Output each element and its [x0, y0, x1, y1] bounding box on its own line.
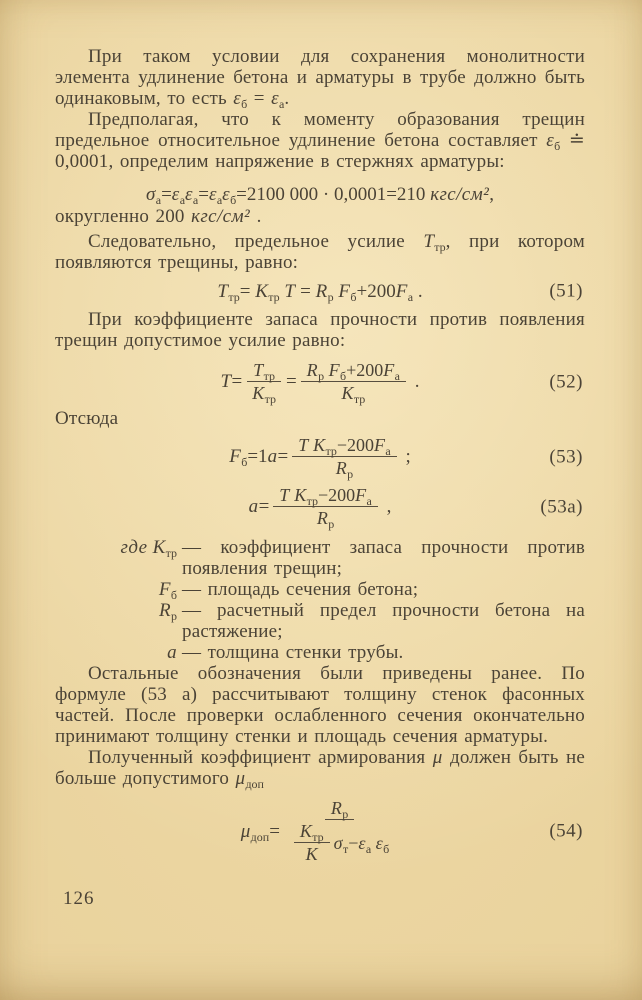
otsyuda-line: Отсюда — [55, 408, 119, 430]
equation-54 — [55, 798, 585, 864]
definition-row-fb — [85, 579, 585, 603]
symbol-definitions — [85, 537, 585, 663]
equation-54-body: $\mu_{доп}$ = $R_р$ $\frac{К_{тр}}{К}$ $\sigma_т$ − $\varepsilon_а$ $\varepsilon_б$ — [240, 798, 390, 865]
equation-52 — [55, 360, 585, 407]
equation-53a-number: (53а) — [540, 496, 583, 518]
paragraph-monolithic-condition: При таком условии для сохранения монолитности элемента удлинение бетона и арматуры в трубе должно быть одинаковым, то есть $\varepsilon_б = \varepsilon_а$. — [55, 46, 585, 111]
definition-text: — толщина стенки трубы. — [182, 642, 404, 664]
equation-53-number: (53) — [549, 446, 583, 468]
equation-51-body: $Т_{тр}$ = $К_{тр}$ Т = $R_р$ $F_б$ +200 $F_а$ . — [217, 281, 423, 305]
paragraph-crack-assumption: Предполагая, что к моменту образования трещин предельное относительное удлинение бетона составляет $\varepsilon_б$ ≐ 0,0001, определим напряжение в стержнях арматуры: — [55, 109, 585, 172]
equation-54-number: (54) — [549, 820, 583, 842]
page-number: 126 — [63, 888, 95, 910]
definition-term: $F_б$ — [158, 579, 177, 603]
equation-52-body: T = $\frac{Т_{тр}}{К_{тр}}$ = $R_р$ $F_б$ +200 $F_а$ $К_{тр}$ . — [220, 360, 420, 407]
definition-text: — площадь сечения бетона; — [182, 579, 419, 601]
paragraph-reinforcement-coefficient: Полученный коэффициент армирования μ должен быть не больше допустимого $\mu_{доп}$ — [55, 747, 585, 792]
definition-term: a — [167, 642, 177, 664]
definition-text: — расчетный предел прочности бетона на растяжение; — [182, 600, 585, 643]
equation-53 — [55, 435, 585, 482]
equation-51 — [55, 280, 585, 305]
definition-term: $R_р$ — [158, 600, 177, 624]
sigma-rounded-line: округленно 200 кгс/см² . — [55, 206, 262, 228]
equation-51-number: (51) — [549, 280, 583, 302]
equation-sigma — [55, 183, 585, 208]
equation-52-number: (52) — [549, 371, 583, 393]
definition-row-ktr — [85, 537, 585, 579]
definition-row-a — [85, 642, 585, 663]
equation-53a — [55, 485, 585, 532]
definition-row-rp — [85, 600, 585, 642]
paragraph-other-designations: Остальные обозначения были приведены ранее. По формуле (53 а) рассчитывают толщину стенок фасонных частей. После проверки ослабленного сечения окончательно принимают толщину стенки и площадь сечения арматуры. — [55, 663, 585, 748]
paragraph-safety-factor: При коэффициенте запаса прочности против появления трещин допустимое усилие равно: — [55, 309, 585, 352]
definition-term: где $К_{тр}$ — [120, 537, 177, 561]
equation-53a-body: a = Т $К_{тр}$ −200 $F_а$ $R_р$ , — [248, 485, 392, 532]
equation-sigma-body: $\sigma_а$ = $\varepsilon_а$ $\varepsilon_а$ = $\varepsilon_а$ $\varepsilon_б$ =2100 000 · 0,0001=210 кгс/см² , — [145, 184, 495, 208]
equation-53-body: $F_б$ =1 a = Т $К_{тр}$ −200 $F_а$ $R_р$ ; — [229, 435, 411, 482]
paragraph-limit-force: Следовательно, предельное усилие $Т_{тр}$, при котором появляются трещины, равно: — [55, 231, 586, 274]
definition-text: — коэффициент запаса прочности против появления трещин; — [182, 537, 585, 580]
